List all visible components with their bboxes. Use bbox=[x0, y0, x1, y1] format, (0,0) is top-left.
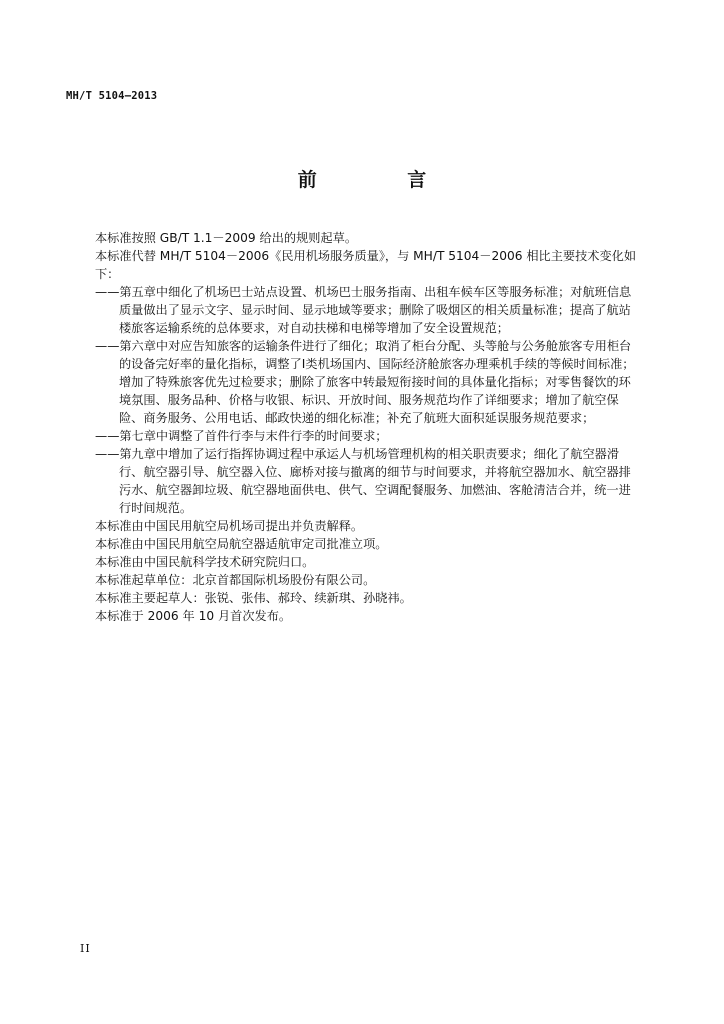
paragraph-proposer: 本标准由中国民用航空局机场司提出并负责解释。 bbox=[95, 519, 364, 533]
paragraph-first-release: 本标准于 2006 年 10 月首次发布。 bbox=[95, 609, 292, 623]
paragraph-drafters: 本标准主要起草人：张锐、张伟、郝玲、续新琪、孙晓祎。 bbox=[95, 591, 412, 605]
change-item-chapter-6: ——第六章中对应告知旅客的运输条件进行了细化；取消了柜台分配、头等舱与公务舱旅客专用柜台的设备完好率的量化指标，调整了Ⅰ类机场国内、国际经济舱旅客办理乘机手续的等候时间标准；增加了特殊旅客优先过检要求；删除了旅客中转最短衔接时间的具体量化指标；对零售餐饮的环境氛围、服务品种、价格与收银、标识、开放时间、服务规范均作了详细要求；增加了航空保险、商务服务、公用电话、邮政快递的细化标准；补充了航班大面积延误服务规范要求； bbox=[95, 339, 635, 425]
paragraph-approver: 本标准由中国民用航空局航空器适航审定司批准立项。 bbox=[95, 537, 388, 551]
paragraph-drafting-rules: 本标准按照 GB/T 1.1－2009 给出的规则起草。 bbox=[95, 231, 358, 245]
page-number: II bbox=[80, 942, 91, 955]
document-code: MH/T 5104—2013 bbox=[66, 90, 158, 102]
change-item-chapter-7: ——第七章中调整了首件行李与末件行李的时间要求； bbox=[95, 429, 388, 443]
paragraph-replacement: 本标准代替 MH/T 5104－2006《民用机场服务质量》，与 MH/T 5104－2006 相比主要技术变化如下： bbox=[95, 249, 637, 281]
change-item-chapter-9: ——第九章中增加了运行指挥协调过程中承运人与机场管理机构的相关职责要求；细化了航空器滑行、航空器引导、航空器入位、廊桥对接与撤离的细节与时间要求，并将航空器加水、航空器排污水、航空器卸垃圾、航空器地面供电、供气、空调配餐服务、加燃油、客舱清洁合并，统一进行时间规范。 bbox=[95, 447, 631, 515]
foreword-body bbox=[95, 229, 639, 625]
paragraph-drafting-unit: 本标准起草单位：北京首都国际机场股份有限公司。 bbox=[95, 573, 376, 587]
paragraph-administrator: 本标准由中国民航科学技术研究院归口。 bbox=[95, 555, 315, 569]
change-item-chapter-5: ——第五章中细化了机场巴士站点设置、机场巴士服务指南、出租车候车区等服务标准；对航班信息质量做出了显示文字、显示时间、显示地域等要求；删除了吸烟区的相关质量标准；提高了航站楼旅客运输系统的总体要求，对自动扶梯和电梯等增加了安全设置规范； bbox=[95, 285, 632, 335]
page-title: 前 言 bbox=[297, 169, 469, 191]
